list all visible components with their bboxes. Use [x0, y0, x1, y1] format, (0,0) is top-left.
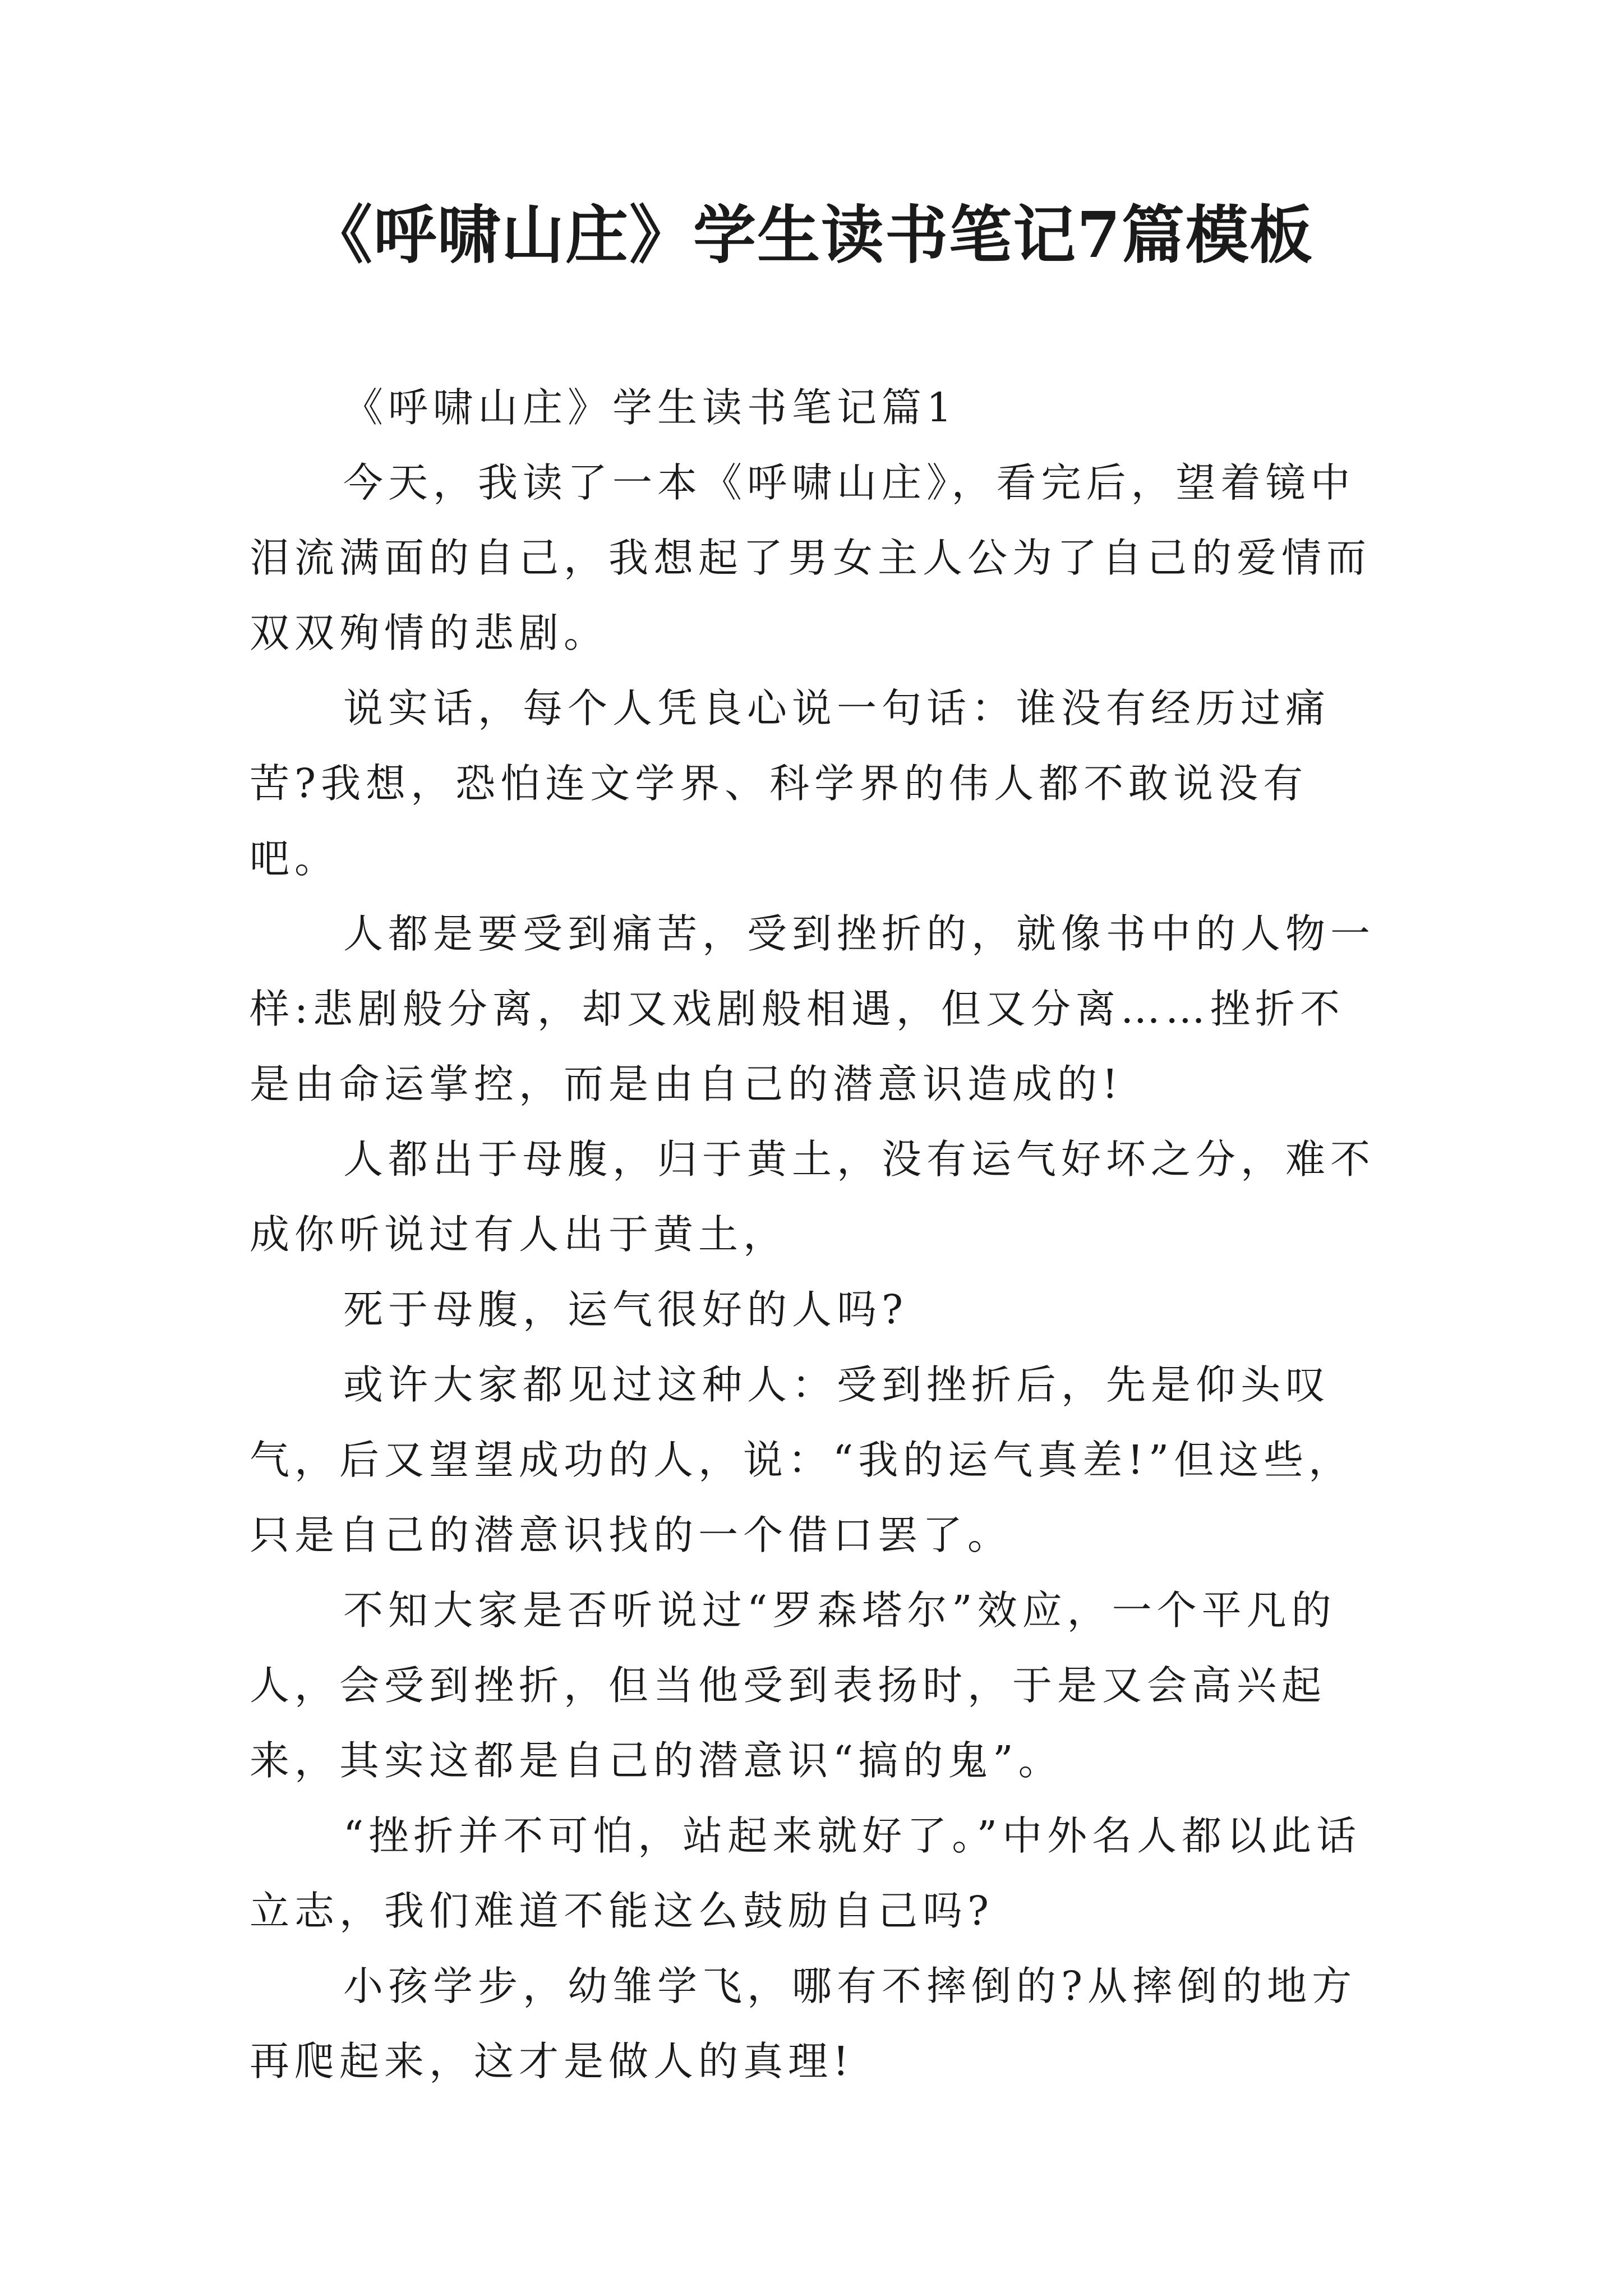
- body-paragraph: 或许大家都见过这种人：受到挫折后，先是仰头叹气，后又望望成功的人，说：“我的运气真差!”但这些，只是自己的潜意识找的一个借口罢了。: [250, 1361, 1354, 1558]
- body-paragraph: “挫折并不可怕，站起来就好了。”中外名人都以此话立志，我们难道不能这么鼓励自己吗?: [250, 1812, 1362, 1934]
- body-paragraph: 死于母腹，运气很好的人吗?: [343, 1286, 909, 1333]
- subtitle-paragraph: 《呼啸山庄》学生读书笔记篇1: [343, 384, 957, 431]
- body-paragraph: 人都出于母腹，归于黄土，没有运气好坏之分，难不成你听说过有人出于黄土，: [250, 1136, 1376, 1258]
- body-paragraph: 说实话，每个人凭良心说一句话：谁没有经历过痛苦?我想，恐怕连文学界、科学界的伟人都不敢说没有吧。: [250, 685, 1331, 882]
- body-paragraph: 人都是要受到痛苦，受到挫折的，就像书中的人物一样:悲剧般分离，却又戏剧般相遇，但又分离……挫折不是由命运掌控，而是由自己的潜意识造成的!: [250, 910, 1376, 1107]
- document-title: 《呼啸山庄》学生读书笔记7篇模板: [310, 199, 1313, 272]
- document-body: [250, 370, 1377, 2099]
- body-paragraph: 小孩学步，幼雏学飞，哪有不摔倒的?从摔倒的地方再爬起来，这才是做人的真理!: [250, 1963, 1357, 2085]
- body-paragraph: 不知大家是否听说过“罗森塔尔”效应，一个平凡的人，会受到挫折，但当他受到表扬时，于是又会高兴起来，其实这都是自己的潜意识“搞的鬼”。: [250, 1587, 1336, 1784]
- body-paragraph: 今天，我读了一本《呼啸山庄》，看完后，望着镜中泪流满面的自己，我想起了男女主人公为了自己的爱情而双双殉情的悲剧。: [250, 459, 1372, 656]
